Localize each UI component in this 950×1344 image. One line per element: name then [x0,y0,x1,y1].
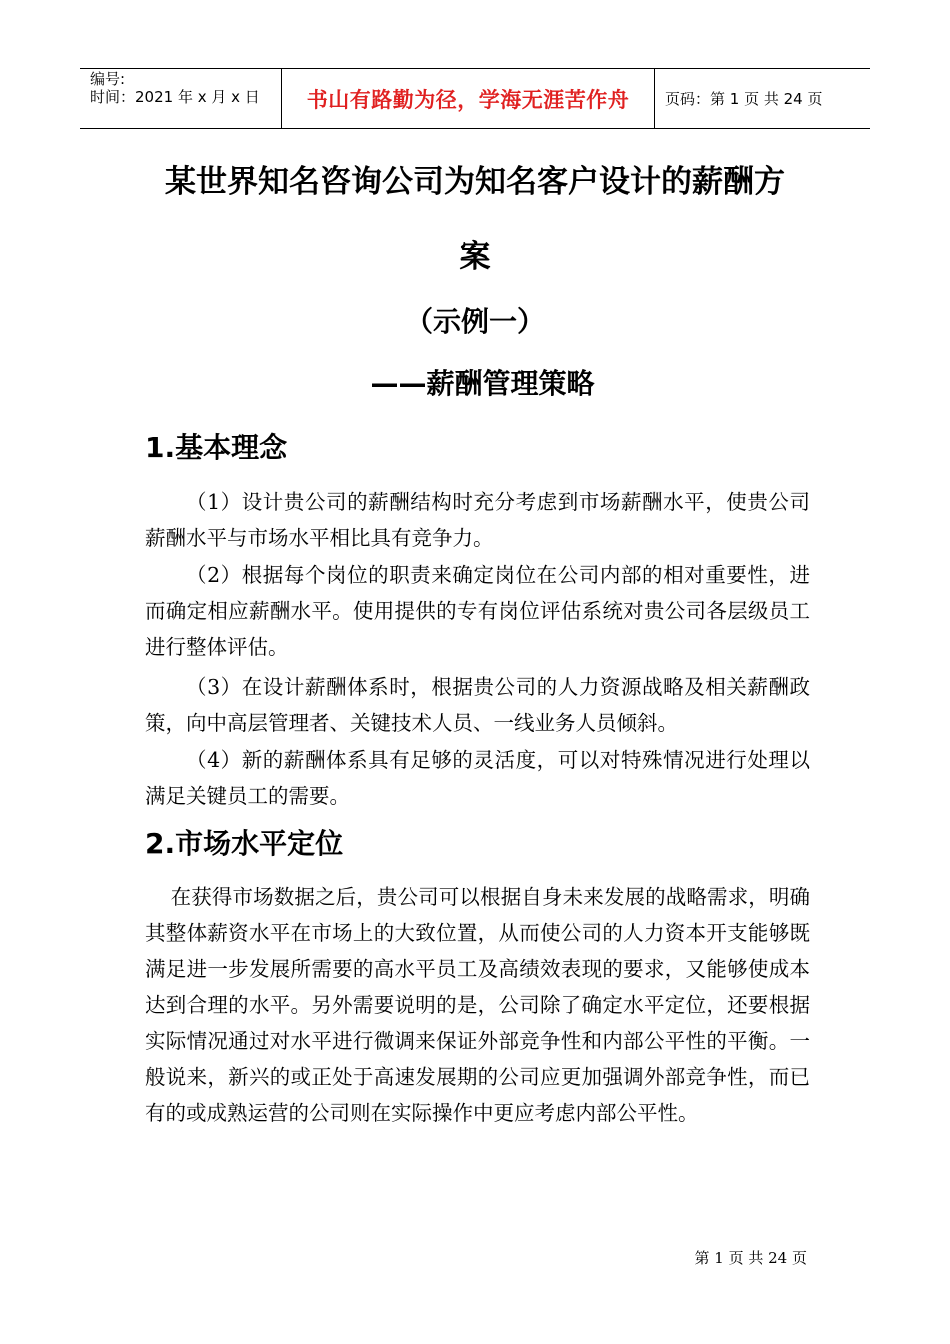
page-header [80,68,870,129]
paragraph: （3）在设计薪酬体系时，根据贵公司的人力资源战略及相关薪酬政策，向中高层管理者、关键技术人员、一线业务人员倾斜。 [145,675,810,735]
example-label: （示例一） [404,305,545,338]
paragraph: （2）根据每个岗位的职责来确定岗位在公司内部的相对重要性，进而确定相应薪酬水平。使用提供的专有岗位评估系统对贵公司各层级员工进行整体评估。 [145,563,810,659]
header-motto: 书山有路勤为径，学海无涯苦作舟 [282,69,655,128]
header-page-info: 页码：第 1 页 共 24 页 [665,90,823,108]
paragraph: （1）设计贵公司的薪酬结构时充分考虑到市场薪酬水平，使贵公司薪酬水平与市场水平相比具有竞争力。 [145,490,810,550]
section-heading-market-level: 2.市场水平定位 [145,827,344,860]
document-title-line-2: 案 [459,239,491,275]
document-time-label: 时间：2021 年 x 月 x 日 [90,88,260,106]
section-heading-basic-concept: 1.基本理念 [145,431,288,464]
page-footer: 第 1 页 共 24 页 [694,1249,807,1267]
paragraph: 在获得市场数据之后，贵公司可以根据自身未来发展的战略需求，明确其整体薪资水平在市场上的大致位置，从而使公司的人力资本开支能够既满足进一步发展所需要的高水平员工及高绩效表现的要求，又能够使成本达到合理的水平。另外需要说明的是，公司除了确定水平定位，还要根据实际情况通过对水平进行微调来保证外部竞争性和内部公平性的平衡。一般说来，新兴的或正处于高速发展期的公司应更加强调外部竞争性，而已有的或成熟运营的公司则在实际操作中更应考虑内部公平性。 [145,885,810,1125]
document-number-label: 编号: [90,70,126,88]
document-title-line-1: 某世界知名咨询公司为知名客户设计的薪酬方 [165,164,785,200]
paragraph: （4）新的薪酬体系具有足够的灵活度，可以对特殊情况进行处理以满足关键员工的需要。 [145,748,810,808]
strategy-label: ——薪酬管理策略 [370,367,595,400]
header-meta [80,69,282,128]
